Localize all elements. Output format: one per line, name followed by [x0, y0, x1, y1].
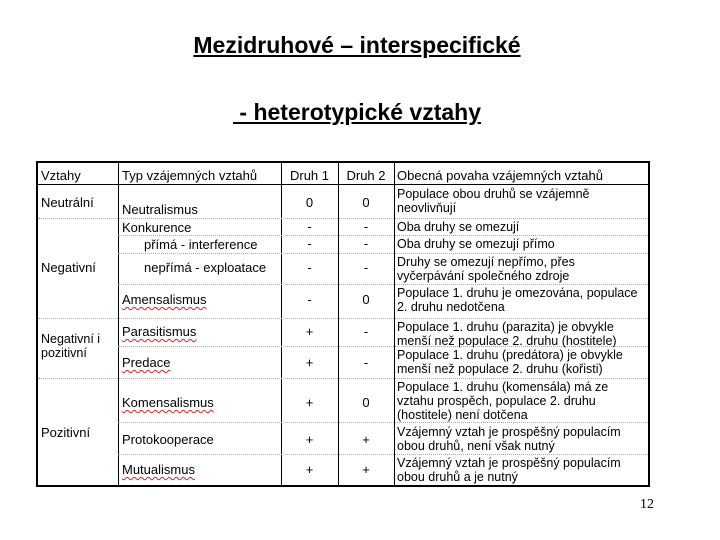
species2-value: -: [363, 355, 369, 370]
species1-value: -: [307, 236, 312, 251]
description: Druhy se omezují nepřímo, přes vyčerpávání společného zdroje: [397, 255, 575, 283]
description: Populace 1. druhu je omezována, populace 2. druhu nedotčena: [397, 286, 638, 314]
species1-value: +: [305, 462, 314, 477]
type-exploatace: nepřímá - exploatace: [144, 260, 267, 275]
type-predace: Predace: [122, 355, 171, 370]
group-positive: Pozitivní: [41, 425, 91, 440]
species1-value: -: [307, 219, 312, 234]
description: Vzájemný vztah je prospěšný populacím obou druhů a je nutný: [397, 456, 621, 484]
header-description: Obecná povaha vzájemných vztahů: [397, 168, 603, 183]
species2-value: -: [363, 219, 369, 234]
group-neutral: Neutrální: [41, 195, 94, 210]
header-species2: Druh 2: [346, 168, 386, 183]
species2-value: 0: [362, 195, 370, 210]
type-interference: přímá - interference: [144, 237, 258, 252]
species2-value: +: [362, 432, 370, 447]
type-protokooperace: Protokooperace: [122, 432, 214, 447]
species1-value: -: [307, 292, 312, 307]
group-negative: Negativní: [41, 260, 96, 275]
species1-value: +: [305, 355, 314, 370]
description: Populace 1. druhu (komensála) má ze vztahu prospěch, populace 2. druhu (hostitele) není dotčena: [397, 380, 609, 422]
species2-value: -: [363, 324, 369, 339]
species2-value: -: [363, 236, 369, 251]
header-type: Typ vzájemných vztahů: [122, 168, 258, 183]
type-parasitismus: Parasitismus: [122, 324, 197, 339]
group-negative-positive: Negativní i pozitivní: [41, 332, 101, 360]
type-komensalismus: Komensalismus: [122, 395, 214, 410]
species2-value: 0: [362, 395, 370, 410]
slide-subtitle: - heterotypické vztahy: [233, 99, 481, 125]
species2-value: 0: [362, 292, 370, 307]
description: Vzájemný vztah je prospěšný populacím obou druhů, není však nutný: [397, 425, 621, 453]
species1-value: 0: [305, 195, 314, 210]
type-konkurence: Konkurence: [122, 220, 192, 235]
description: Populace 1. druhu (parazita) je obvykle menší než populace 2. druhu (hostitele): [397, 320, 617, 348]
species1-value: +: [305, 432, 314, 447]
type-neutralismus: Neutralismus: [122, 202, 198, 217]
description: Populace obou druhů se vzájemně neovlivňují: [397, 187, 590, 215]
description: Oba druhy se omezují: [397, 220, 520, 234]
species1-value: -: [307, 260, 312, 275]
page-number: 12: [640, 497, 654, 512]
type-amensalismus: Amensalismus: [122, 292, 207, 307]
description: Oba druhy se omezují přímo: [397, 237, 555, 251]
slide-title: Mezidruhové – interspecifické: [193, 32, 521, 58]
species2-value: +: [362, 462, 370, 477]
type-mutualismus: Mutualismus: [122, 462, 195, 477]
species1-value: +: [305, 395, 314, 410]
header-species1: Druh 1: [289, 168, 330, 183]
header-relations: Vztahy: [41, 168, 81, 183]
species1-value: +: [305, 324, 314, 339]
description: Populace 1. druhu (predátora) je obvykle menší než populace 2. druhu (kořisti): [397, 348, 623, 376]
species2-value: -: [363, 260, 369, 275]
relations-table: [36, 161, 650, 487]
